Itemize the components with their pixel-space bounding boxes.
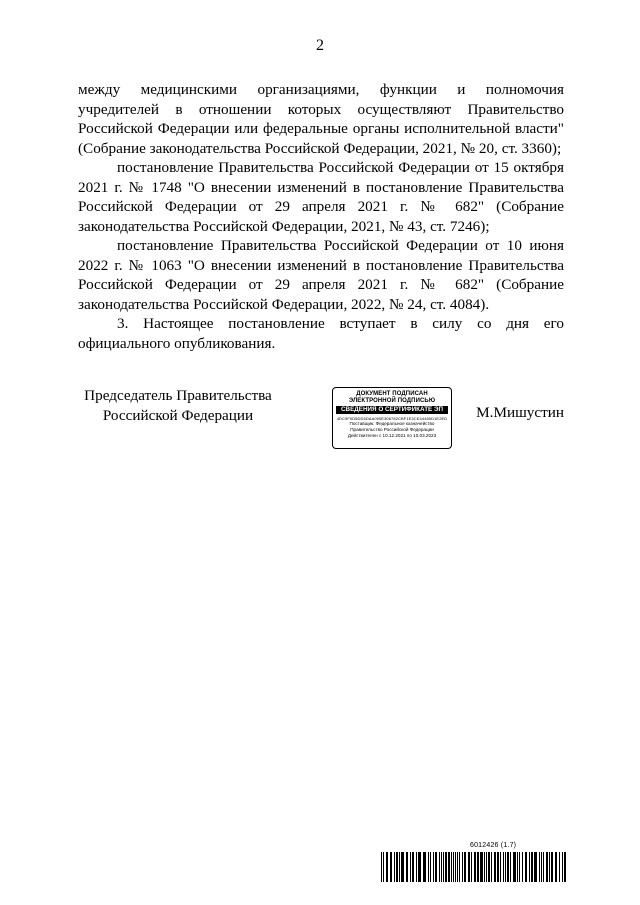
barcode-bar — [453, 852, 454, 882]
barcode-bar — [477, 852, 479, 882]
barcode-bar — [474, 852, 476, 882]
barcode-bar — [539, 852, 540, 882]
barcode-bar — [390, 852, 392, 882]
barcode-bar — [430, 852, 431, 882]
barcode-bar — [457, 852, 458, 882]
barcode-bar — [546, 852, 548, 882]
barcode-bar — [500, 852, 501, 882]
barcode-bar — [443, 852, 444, 882]
signatory-title — [78, 386, 278, 425]
barcode-bar — [418, 852, 421, 882]
barcode-bar — [455, 852, 456, 882]
barcode-bar — [448, 852, 450, 882]
barcode-bar — [488, 852, 490, 882]
barcode-bar — [435, 852, 437, 882]
document-body — [78, 80, 564, 353]
barcode-bar — [484, 852, 485, 882]
barcode-bar — [519, 852, 520, 882]
stamp-line1: ДОКУМЕНТ ПОДПИСАН — [356, 391, 428, 397]
page-number: 2 — [316, 37, 324, 54]
barcode-bar — [468, 852, 470, 882]
barcode-bar — [543, 852, 544, 882]
barcode-bar — [439, 852, 440, 882]
electronic-signature-stamp — [332, 387, 452, 449]
barcode-bar — [510, 852, 511, 882]
stamp-supplier-line1: Поставщик: Федеральное казначейство — [349, 421, 435, 426]
barcode-icon — [381, 852, 567, 882]
barcode-bar — [503, 852, 504, 882]
barcode-bar — [451, 852, 452, 882]
barcode-bar — [541, 852, 542, 882]
barcode-bar — [399, 852, 400, 882]
barcode-bar — [406, 852, 408, 882]
barcode-bar — [445, 852, 447, 882]
barcode-bar — [401, 852, 404, 882]
barcode-bar — [416, 852, 417, 882]
stamp-line2: ЭЛЕКТРОННОЙ ПОДПИСЬЮ — [348, 398, 436, 404]
signer-name: М.Мишустин — [476, 404, 564, 421]
barcode-bar — [464, 852, 466, 882]
stamp-banner: СВЕДЕНИЯ О СЕРТИФИКАТЕ ЭП — [336, 406, 448, 414]
signatory-title-line2: Российской Федерации — [102, 406, 254, 424]
barcode-bar — [459, 852, 460, 882]
barcode-bar — [525, 852, 527, 882]
signatory-title-line1: Председатель Правительства — [84, 387, 272, 404]
paragraph-continuation: между медицинскими организациями, функции и полномочия учредителей в отношении которых осуществляют Правительство Российской Федерации или федеральные органы исполнительной власти" (Собрание законодательства Российской Федерации, 2021, № 20, ст. 3360); — [78, 81, 564, 157]
barcode-bar — [497, 852, 499, 882]
barcode-bar — [562, 852, 563, 882]
barcode-bar — [551, 852, 553, 882]
barcode-bar — [428, 852, 429, 882]
barcode-bar — [505, 852, 506, 882]
barcode-bar — [491, 852, 492, 882]
barcode-bar — [549, 852, 550, 882]
barcode-bar — [471, 852, 472, 882]
stamp-validity: Действителен с 10.12.2021 по 10.03.2023 — [347, 433, 437, 438]
paragraph-effective-date: 3. Настоящее постановление вступает в силу со дня его официального опубликования. — [78, 315, 564, 352]
barcode-bar — [564, 852, 566, 882]
barcode-bar — [529, 852, 530, 882]
barcode-bar — [381, 852, 382, 882]
barcode-bar — [410, 852, 411, 882]
barcode-bar — [559, 852, 560, 882]
paragraph-resolution-1748: постановление Правительства Российской Федерации от 15 октября 2021 г. № 1748 "О внесении изменений в постановление Правительства Российской Федерации от 29 апреля 2021 г. № 682" (Собрание законодательства Российской Федерации, 2021, № 43, ст. 7246); — [78, 159, 564, 235]
barcode-bar — [517, 852, 518, 882]
barcode-bar — [433, 852, 434, 882]
barcode-bar — [513, 852, 516, 882]
paragraph-resolution-1063: постановление Правительства Российской Федерации от 10 июня 2022 г. № 1063 "О внесении изменений в постановление Правительства Российской Федерации от 29 апреля 2021 г. № 682" (Собрание законодательства Российской Федерации, 2022, № 24, ст. 4084). — [78, 237, 564, 313]
barcode-bar — [396, 852, 398, 882]
stamp-supplier-line2: Правительство Российской Федерации — [350, 427, 434, 432]
barcode-bar — [555, 852, 557, 882]
barcode-bar — [531, 852, 533, 882]
barcode-bar — [441, 852, 442, 882]
barcode-bar — [522, 852, 523, 882]
stamp-serial: 4DC9F0D5DD5DAA090E306782CBF1E3CE44480D1E2ED — [336, 416, 448, 421]
document-id: 6012426 (1.7) — [470, 842, 517, 849]
barcode-bar — [462, 852, 463, 882]
barcode-bar — [494, 852, 496, 882]
barcode-bar — [507, 852, 509, 882]
barcode-bar — [412, 852, 414, 882]
barcode-bar — [486, 852, 487, 882]
barcode-bar — [394, 852, 395, 882]
barcode-bar — [480, 852, 483, 882]
barcode-bar — [534, 852, 537, 882]
barcode-bar — [386, 852, 388, 882]
barcode-bar — [383, 852, 384, 882]
barcode-bar — [423, 852, 426, 882]
